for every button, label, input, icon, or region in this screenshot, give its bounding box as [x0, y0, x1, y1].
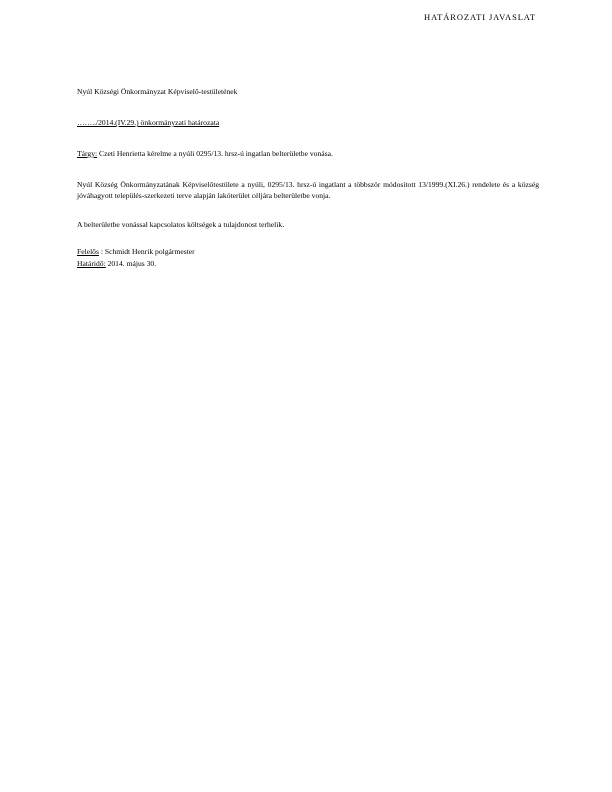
body-paragraph-2: A belterületbe vonással kapcsolatos költségek a tulajdonost terhelik.: [77, 220, 285, 229]
deadline-label: Határidő:: [77, 258, 106, 268]
deadline-line: [77, 258, 539, 270]
spacer: [77, 97, 539, 117]
spacer: [77, 159, 539, 179]
responsible-line: [77, 246, 539, 258]
addressee-line: Nyúl Községi Önkormányzat Képviselő-testületének: [77, 87, 238, 96]
document-body: [77, 86, 539, 269]
body-paragraph-1: Nyúl Község Önkormányzatának Képviselőtestülete a nyúli, 0295/13. hrsz-ú ingatlant a többször módosított 13/1999.(XI.26.) rendelete és a község jóváhagyott település-szerkezeti terve alapján lakóterület céljára belterületbe vonja.: [77, 180, 539, 200]
spacer: [77, 201, 539, 219]
spacer: [77, 230, 539, 246]
document-header-label: HATÁROZATI JAVASLAT: [424, 12, 536, 22]
responsible-text: : Schmidt Henrik polgármester: [98, 247, 195, 256]
subject-label: Tárgy:: [77, 149, 98, 158]
deadline-text: 2014. május 30.: [105, 258, 157, 268]
decision-number-text: ……../2014.(IV.29.) önkormányzati határozata: [77, 118, 220, 127]
decision-number-line: [77, 117, 539, 128]
subject-text: Czeti Henrietta kérelme a nyúli 0295/13. hrsz-ú ingatlan belterületbe vonása.: [97, 149, 333, 158]
spacer: [77, 128, 539, 148]
responsible-label: Felelős: [77, 247, 99, 256]
subject-line: [77, 148, 539, 159]
